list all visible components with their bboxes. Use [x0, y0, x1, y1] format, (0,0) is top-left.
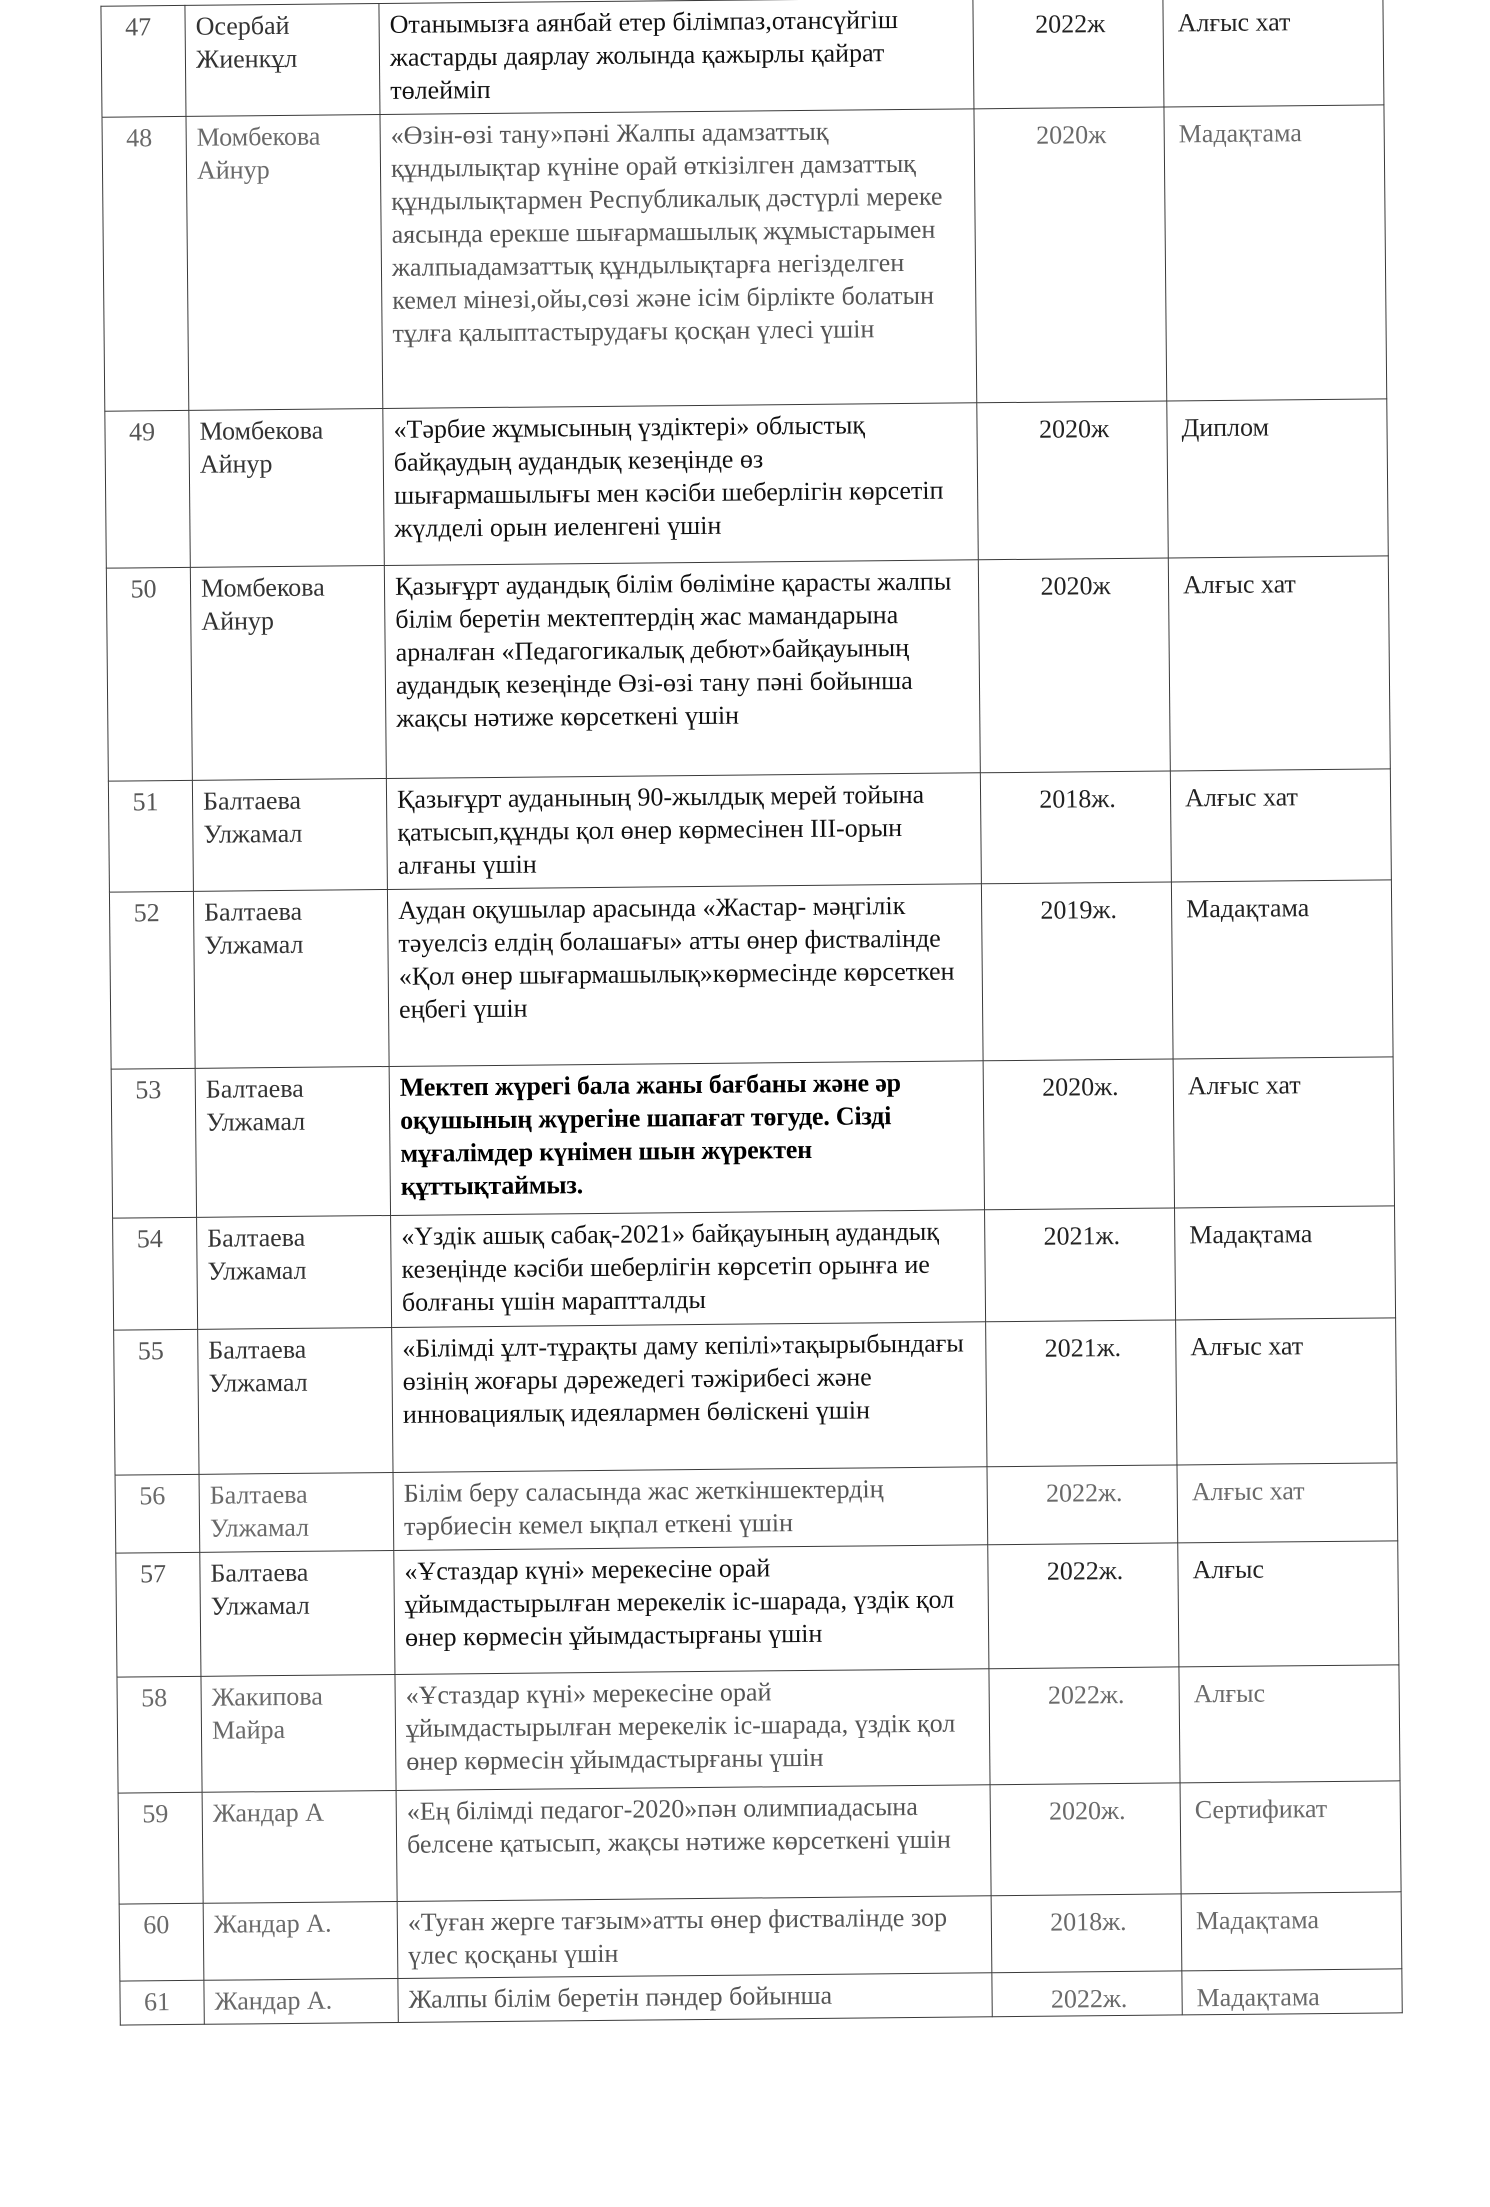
teacher-name: Балтаева Улжамал: [197, 1215, 392, 1329]
award-year: 2018ж.: [991, 1894, 1182, 1973]
teacher-name: Момбекова Айнур: [189, 409, 384, 568]
teacher-name: Балтаева Улжамал: [195, 1066, 390, 1217]
row-number: 52: [109, 891, 195, 1069]
row-number: 60: [119, 1903, 204, 1981]
achievement-description: Аудан оқушылар арасында «Жастар- мәңгілік тәуелсіз елдің болашағы» атты өнер фиствалінде «Қол өнер шығармашылық»көрмесінде көрсеткен еңбегі үшін: [387, 884, 983, 1067]
award-type: Мадақтама: [1181, 1892, 1402, 1971]
row-number: 51: [108, 780, 193, 892]
award-year: 2020ж: [978, 558, 1170, 773]
table-row: [117, 1665, 1400, 1793]
row-number: 61: [120, 1980, 204, 2025]
award-year: 2021ж.: [986, 1320, 1177, 1467]
row-number: 47: [101, 5, 186, 117]
table-row: [111, 1057, 1394, 1218]
award-type: Алғыс хат: [1168, 556, 1390, 771]
achievement-description: Отанымызға аянбай етер білімпаз,отансүйгіш жастарды даярлау жолында қажырлы қайрат төлейміп: [379, 0, 974, 115]
teacher-name: Момбекова Айнур: [190, 566, 386, 781]
achievement-description: Білім беру саласында жас жеткіншектердің тәрбиесін кемел ықпал еткені үшін: [393, 1467, 988, 1551]
awards-table: [100, 0, 1402, 2026]
award-type: Алғыс хат: [1177, 1463, 1398, 1543]
table-row: [108, 769, 1391, 892]
table-row: [106, 556, 1390, 781]
row-number: 49: [105, 410, 191, 568]
award-type: Алғыс хат: [1170, 769, 1391, 882]
row-number: 53: [111, 1068, 196, 1218]
table-row: [101, 0, 1384, 117]
award-year: 2020ж.: [990, 1783, 1181, 1896]
teacher-name: Жандар А.: [203, 1901, 398, 1980]
table-row: [116, 1541, 1399, 1677]
award-year: 2020ж.: [983, 1059, 1174, 1210]
award-type: Алғыс хат: [1163, 0, 1384, 107]
row-number: 50: [106, 567, 192, 781]
award-type: Мадақтама: [1175, 1206, 1396, 1320]
teacher-name: Балтаева Улжамал: [198, 1327, 393, 1474]
row-number: 55: [114, 1329, 199, 1475]
award-type: Диплом: [1167, 399, 1388, 558]
award-year: 2020ж: [974, 107, 1167, 403]
award-type: Алғыс хат: [1173, 1057, 1394, 1208]
achievement-description: Мектеп жүрегі бала жаны бағбаны және әр оқушының жүрегіне шапағат төгуде. Сізді мұғалімдер күнімен шын жүректен құттықтаймыз.: [389, 1061, 984, 1216]
table-row: [118, 1781, 1401, 1904]
award-year: 2018ж.: [980, 771, 1171, 884]
award-type: Мадақтама: [1164, 105, 1387, 401]
award-type: Алғыс: [1179, 1665, 1400, 1783]
award-year: 2020ж: [977, 401, 1168, 560]
achievement-description: Жалпы білім беретін пәндер бойынша: [398, 1973, 992, 2023]
teacher-name: Жандар А: [202, 1790, 397, 1903]
teacher-name: Жакипова Майра: [201, 1674, 396, 1792]
teacher-name: Балтаева Улжамал: [192, 779, 387, 892]
table-row: [105, 399, 1388, 568]
award-year: 2022ж.: [987, 1465, 1178, 1545]
award-type: Мадақтама: [1171, 880, 1393, 1059]
award-type: Сертификат: [1180, 1781, 1401, 1894]
table-row: [115, 1463, 1398, 1553]
table-row: [114, 1318, 1397, 1475]
teacher-name: Осербай Жиенкұл: [185, 4, 380, 117]
teacher-name: Жандар А.: [204, 1978, 398, 2024]
award-type: Алғыс: [1178, 1541, 1399, 1667]
achievement-description: «Білімді ұлт-тұрақты даму кепілі»тақырыбындағы өзінің жоғары дәрежедегі тәжірибесі және инновациялық идеялармен бөліскені үшін: [392, 1322, 987, 1473]
award-year: 2022ж.: [988, 1543, 1179, 1669]
achievement-description: «Ұстаздар күні» мерекесіне орай ұйымдастырылған мерекелік іс-шарада, үздік қол өнер көрмесін ұйымдастырғаны үшін: [395, 1669, 990, 1791]
table-row: [113, 1206, 1396, 1330]
award-year: 2019ж.: [981, 882, 1173, 1061]
achievement-description: «Ұстаздар күні» мерекесіне орай ұйымдастырылған мерекелік іс-шарада, үздік қол өнер көрмесін ұйымдастырғаны үшін: [394, 1545, 989, 1675]
table-row: [119, 1892, 1402, 1981]
teacher-name: Балтаева Улжамал: [193, 889, 389, 1068]
award-type: Алғыс хат: [1176, 1318, 1397, 1465]
award-year: 2022ж: [973, 0, 1164, 109]
award-year: 2022ж.: [992, 1971, 1182, 2017]
award-type: Мадақтама: [1182, 1969, 1402, 2015]
row-number: 54: [113, 1217, 198, 1330]
award-year: 2022ж.: [989, 1667, 1180, 1785]
row-number: 59: [118, 1792, 203, 1904]
achievement-description: «Өзін-өзі тану»пәні Жалпы адамзаттық құндылықтар күніне орай өткізілген дамзаттық құндылықтармен Республикалық дәстүрлі мереке аясында ерекше шығармашылық жұмыстарымен жалпыадамзаттық құндылықтарға негізделген кемел мінезі,ойы,сөзі және ісім бірлікте болатын тұлға қалыптастырудағы қосқан үлесі үшін: [380, 109, 977, 409]
achievement-description: Қазығұрт ауданының 90-жылдық мерей тойына қатысып,құнды қол өнер көрмесінен ІІІ-орын алғаны үшін: [386, 773, 981, 890]
row-number: 48: [102, 116, 189, 411]
table-row: [109, 880, 1393, 1069]
teacher-name: Балтаева Улжамал: [199, 1472, 394, 1552]
achievement-description: Қазығұрт аудандық білім бөліміне қарасты жалпы білім беретін мектептердің жас мамандарына арналған «Педагогикалық дебют»байқауының аудандық кезеңінде Өзі-өзі тану пәні бойынша жақсы нәтиже көрсеткені үшін: [384, 560, 980, 779]
teacher-name: Балтаева Улжамал: [200, 1550, 395, 1676]
achievement-description: «Үздік ашық сабақ-2021» байқауының аудандық кезеңінде кәсіби шеберлігін көрсетіп орынға ие болғаны үшін мараптталды: [391, 1210, 986, 1328]
teacher-name: Момбекова Айнур: [186, 115, 383, 411]
row-number: 56: [115, 1474, 200, 1553]
achievement-description: «Тәрбие жұмысының үздіктері» облыстық байқаудың аудандық кезеңінде өз шығармашылығы мен кәсіби шеберлігін көрсетіп жүлделі орын иеленгені үшін: [383, 403, 978, 566]
award-year: 2021ж.: [985, 1208, 1176, 1322]
achievement-description: «Туған жерге тағзым»атты өнер фиствалінде зор үлес қосқаны үшін: [397, 1896, 992, 1979]
row-number: 57: [116, 1552, 201, 1677]
achievement-description: «Ең білімді педагог-2020»пән олимпиадасына белсене қатысып, жақсы нәтиже көрсеткені үшін: [396, 1785, 991, 1902]
row-number: 58: [117, 1676, 202, 1793]
table-row: [102, 105, 1387, 411]
